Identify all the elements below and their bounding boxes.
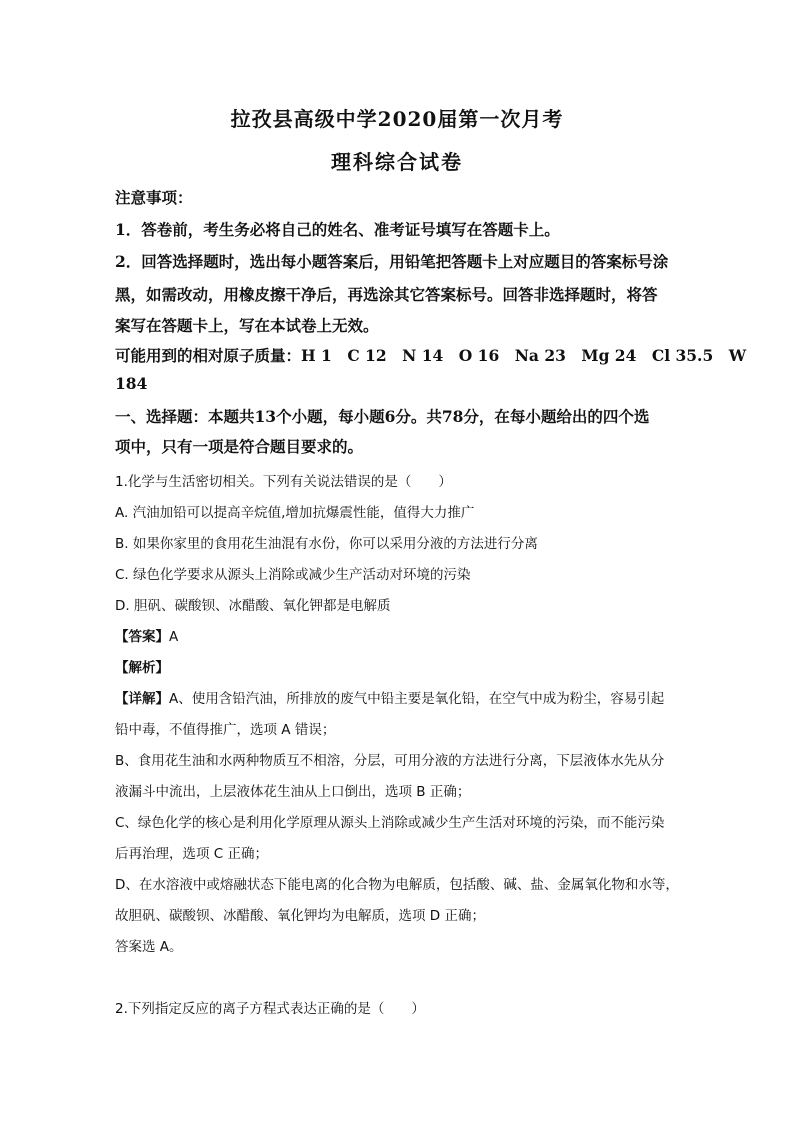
q1-option-a: A. 汽油加铅可以提高辛烷值,增加抗爆震性能，值得大力推广 xyxy=(115,505,475,521)
detail-c-line-2: 后再治理，选项 C 正确； xyxy=(115,846,269,862)
notice-item-1: 1．答卷前，考生务必将自己的姓名、准考证号填写在答题卡上。 xyxy=(115,220,560,239)
exam-subtitle: 理科综合试卷 xyxy=(331,150,463,174)
q1-analysis-tag xyxy=(115,656,169,676)
detail-tag: 【详解】 xyxy=(115,691,169,707)
answer-tag: 【答案】 xyxy=(115,629,169,645)
notice-item-2-line-1: 2．回答选择题时，选出每小题答案后，用铅笔把答题卡上对应题目的答案标号涂 xyxy=(115,252,669,271)
q2-stem: 2.下列指定反应的离子方程式表达正确的是（ ） xyxy=(115,1001,425,1017)
detail-b-line-1: B、食用花生油和水两种物质互不相溶，分层，可用分液的方法进行分离，下层液体水先从分 xyxy=(115,753,665,769)
detail-d-line-2: 故胆矾、碳酸钡、冰醋酸、氧化钾均为电解质，选项 D 正确； xyxy=(115,908,485,924)
q1-answer xyxy=(115,625,178,645)
notice-item-2-line-3: 案写在答题卡上，写在本试卷上无效。 xyxy=(115,316,379,335)
detail-b-line-2: 液漏斗中流出，上层液体花生油从上口倒出，选项 B 正确； xyxy=(115,784,471,800)
atomic-mass-line-1: 可能用到的相对原子质量：H 1 C 12 N 14 O 16 Na 23 Mg 24 Cl 35.5 W xyxy=(115,346,747,365)
q1-option-b: B. 如果你家里的食用花生油混有水份，你可以采用分液的方法进行分离 xyxy=(115,536,538,552)
atomic-mass-line-2: 184 xyxy=(115,374,148,393)
exam-title: 拉孜县高级中学2020届第一次月考 xyxy=(230,107,564,131)
detail-c-line-1: C、绿色化学的核心是利用化学原理从源头上消除或减少生产生活对环境的污染，而不能污染 xyxy=(115,815,665,831)
q1-detail-line-1 xyxy=(115,687,664,707)
q1-option-d: D. 胆矾、碳酸钡、冰醋酸、氧化钾都是电解质 xyxy=(115,598,391,614)
notice-heading: 注意事项： xyxy=(115,188,193,207)
answer-value: A xyxy=(169,629,179,645)
detail-a-line-1: A、使用含铅汽油，所排放的废气中铅主要是氧化铅，在空气中成为粉尘，容易引起 xyxy=(169,691,665,707)
detail-a-line-2: 铅中毒，不值得推广，选项 A 错误； xyxy=(115,722,336,738)
notice-item-2-line-2: 黑，如需改动，用橡皮擦干净后，再选涂其它答案标号。回答非选择题时，将答 xyxy=(115,285,658,304)
analysis-tag: 【解析】 xyxy=(115,660,169,676)
q1-option-c: C. 绿色化学要求从源头上消除或减少生产活动对环境的污染 xyxy=(115,567,471,583)
detail-d-line-1: D、在水溶液中或熔融状态下能电离的化合物为电解质，包括酸、碱、盐、金属氧化物和水等， xyxy=(115,877,679,893)
q1-stem: 1.化学与生活密切相关。下列有关说法错误的是（ ） xyxy=(115,474,452,490)
q1-conclusion: 答案选 A。 xyxy=(115,939,183,955)
section-heading-line-1: 一、选择题：本题共13个小题，每小题6分。共78分，在每小题给出的四个选 xyxy=(115,407,650,426)
section-heading-line-2: 项中，只有一项是符合题目要求的。 xyxy=(115,437,364,456)
